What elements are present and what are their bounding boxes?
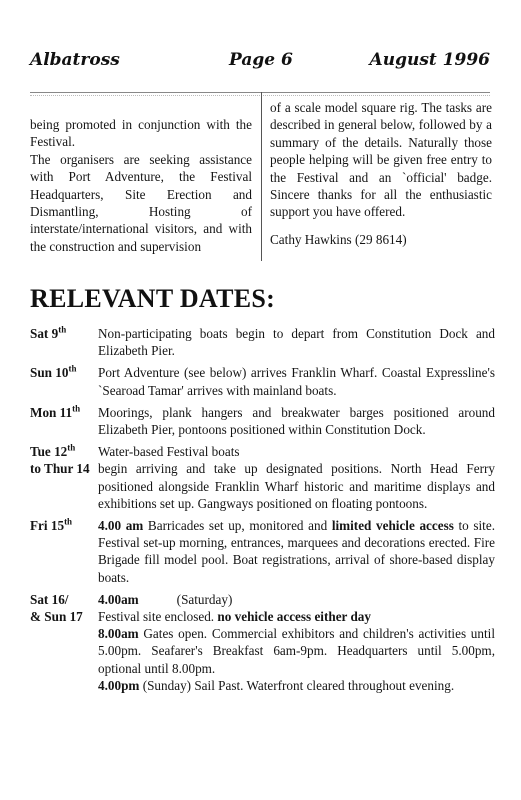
date-row [30,364,495,398]
dates-list [30,325,495,699]
date-label: Tue 12th [30,442,76,460]
paragraph: The organisers are seeking assistance with Port Adventure, the Festival Headquarters, Site Erection and Dismantling, Hosting of interstate/international visitors, and with the construction and supervision [30,151,252,254]
date-row [30,325,495,359]
date-description: 4.00am (Saturday) [98,591,233,607]
date-description: Moorings, plank hangers and breakwater barges positioned around Elizabeth Pier, pontoons positioned within Constitution Dock. [98,404,495,438]
date-label: Fri 15th [30,516,73,534]
time-label: 4.00am [98,591,139,607]
date-description: Non-participating boats begin to depart from Constitution Dock and Elizabeth Pier. [98,326,495,359]
emphasis: limited vehicle access [331,518,454,534]
column-divider [261,92,262,261]
time-label: 4.00pm [98,677,140,693]
date-row [30,591,495,608]
author-signature: Cathy Hawkins (29 8614) [270,231,407,247]
date-row [30,404,495,438]
date-row [30,443,495,460]
header-rule [30,92,490,93]
left-column [30,116,252,255]
date-label: & Sun 17 [30,609,83,625]
date-label: Mon 11th [30,403,81,420]
emphasis: no vehicle access either day [217,609,371,625]
page-header [30,50,490,76]
date-description: 8.00am Gates open. Commercial exhibitors and children's activities until 5.00pm. Seafarer's Breakfast 6am-9pm. Headquarters until 5.00pm, optional until 8.00pm. [98,626,495,676]
paragraph: of a scale model square rig. The tasks are described in general below, followed by a summary of the details. Naturally those people helping will be given free entry to the Festival and an `official' badge. Sincere thanks for all the enthusiastic support you have offered. [270,100,492,220]
date-description: 4.00pm (Sunday) Sail Past. Waterfront cleared throughout evening. [98,677,455,693]
date-description: Port Adventure (see below) arrives Franklin Wharf. Coastal Expressline's `Searoad Tamar' arrives with mainland boats. [98,365,495,398]
date-description: Water-based Festival boats [98,444,240,460]
issue-date: August 1996 [369,50,490,70]
date-row [30,460,495,512]
date-row [30,517,495,586]
right-column [270,99,492,248]
date-description: Festival site enclosed. no vehicle access either day [98,609,371,625]
section-title: RELEVANT DATES: [30,284,276,313]
paragraph: being promoted in conjunction with the Festival. [30,117,252,150]
publication-title: Albatross [30,50,120,70]
date-label: Sat 16/ [30,591,69,607]
date-label: to Thur 14 [30,461,90,477]
date-description: begin arriving and take up designated positions. North Head Ferry positioned alongside Franklin Wharf historic and maritime displays and exhibitions set up. Gangways positioned on floating pontoons. [98,461,495,511]
time-label: 8.00am [98,626,139,642]
header-rule-dotted [30,95,490,96]
date-row [30,608,495,694]
date-description: 4.00 am Barricades set up, monitored and limited vehicle access to site. Festival set-up morning, entrances, marquees and decorations erected. Fire Brigade fill model pool. Boat registrations, arrival of shore-based display boats. [98,518,495,585]
page-number: Page 6 [229,50,293,70]
date-label: Sun 10th [30,364,77,381]
date-label: Sat 9th [30,324,67,341]
time-label: 4.00 am [98,518,144,534]
